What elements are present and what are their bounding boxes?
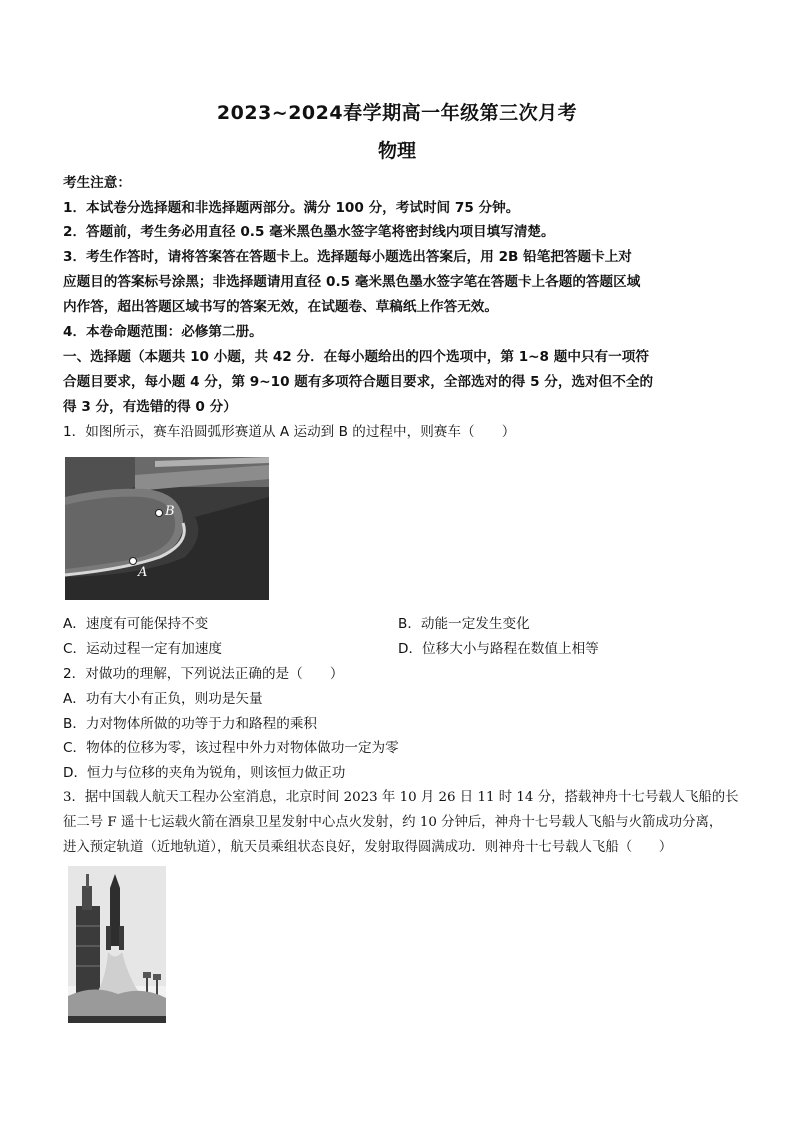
q2-option-a: A．功有大小有正负，则功是矢量 [63,691,263,707]
q1-option-c: C．运动过程一定有加速度 [63,641,223,657]
q2-option-d: D．恒力与位移的夹角为锐角，则该恒力做正功 [63,765,346,781]
q1-option-a: A．速度有可能保持不变 [63,616,209,632]
q2-option-b: B．力对物体所做的功等于力和路程的乘积 [63,716,318,732]
q2-option-c: C．物体的位移为零，该过程中外力对物体做功一定为零 [63,740,399,756]
section1-line-2: 合题目要求，每小题 4 分，第 9~10 题有多项符合题目要求，全部选对的得 5 分，选对但不全的 [63,374,654,390]
notes-heading: 考生注意： [63,175,131,191]
subject-title: 物理 [377,140,416,162]
notes-line-5: 内作答，超出答题区域书写的答案无效，在试题卷、草稿纸上作答无效。 [63,299,498,315]
q2-stem: 2．对做功的理解，下列说法正确的是（ ） [63,666,344,682]
notes-line-6: 4．本卷命题范围：必修第二册。 [63,324,263,340]
point-b-label: B [165,504,175,519]
race-track-figure [65,457,269,600]
section1-line-3: 得 3 分，有选错的得 0 分） [63,399,237,415]
notes-line-3: 3．考生作答时，请将答案答在答题卡上。选择题每小题选出答案后，用 2B 铅笔把答题卡上对 [63,249,632,265]
rocket-launch-figure [68,866,166,1023]
exam-title: 2023~2024春学期高一年级第三次月考 [216,102,578,124]
q3-line-3: 进入预定轨道（近地轨道），航天员乘组状态良好，发射取得圆满成功．则神舟十七号载人飞船（ ） [63,840,673,855]
notes-line-2: 2．答题前，考生务必用直径 0.5 毫米黑色墨水签字笔将密封线内项目填写清楚。 [63,224,555,240]
q1-stem: 1．如图所示，赛车沿圆弧形赛道从 A 运动到 B 的过程中，则赛车（ ） [63,424,516,440]
q1-option-b: B．动能一定发生变化 [398,616,530,632]
q3-line-1: 3．据中国载人航天工程办公室消息，北京时间 2023 年 10 月 26 日 11 时 14 分，搭载神舟十七号载人飞船的长 [63,790,739,805]
q1-option-d: D．位移大小与路程在数值上相等 [398,641,599,657]
notes-line-1: 1．本试卷分选择题和非选择题两部分。满分 100 分，考试时间 75 分钟。 [63,200,520,216]
notes-line-4: 应题目的答案标号涂黑；非选择题请用直径 0.5 毫米黑色墨水签字笔在答题卡上各题的答题区域 [63,274,641,290]
q3-line-2: 征二号 F 遥十七运载火箭在酒泉卫星发射中心点火发射，约 10 分钟后，神舟十七号载人飞船与火箭成功分离， [63,815,723,830]
section1-line-1: 一、选择题（本题共 10 小题，共 42 分．在每小题给出的四个选项中，第 1~8 题中只有一项符 [63,349,649,365]
point-a-label: A [138,565,148,580]
